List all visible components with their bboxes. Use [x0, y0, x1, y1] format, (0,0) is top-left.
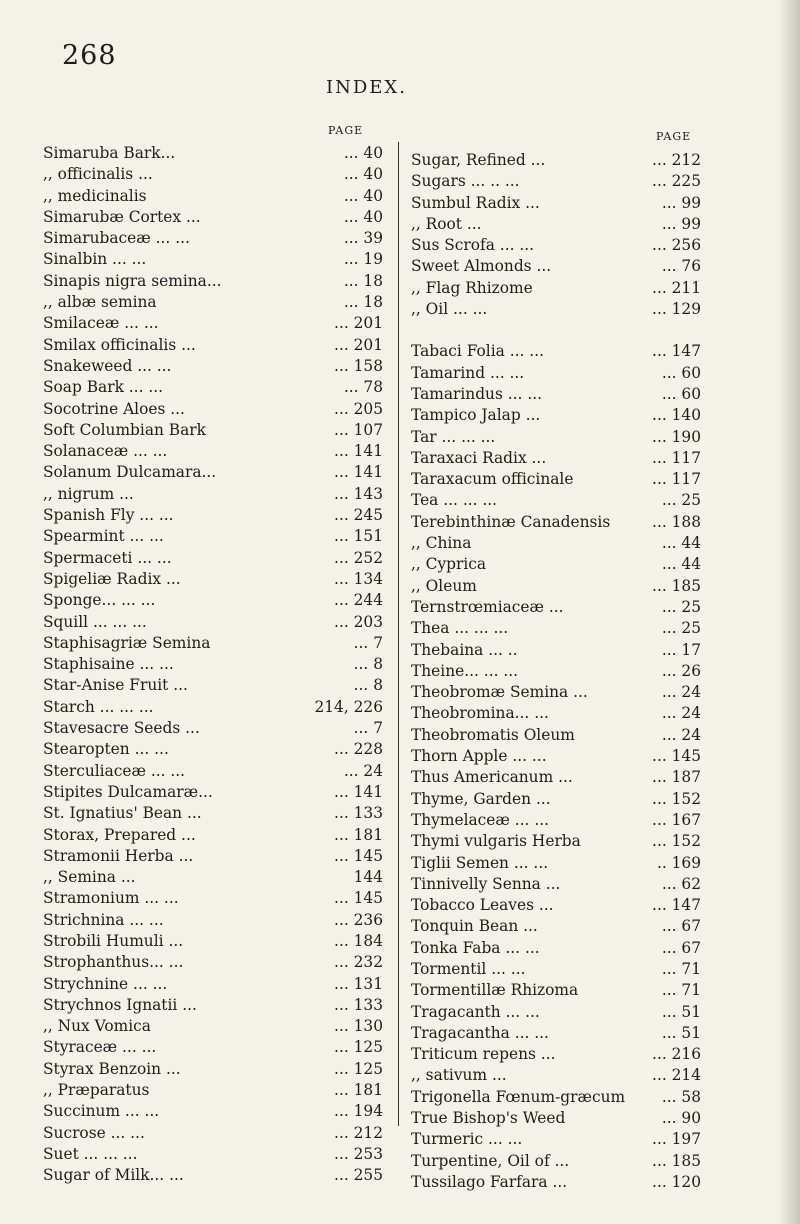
index-entry — [411, 789, 701, 810]
index-entry — [411, 427, 701, 448]
index-entry — [43, 249, 383, 270]
index-page-ref: ... 158 — [334, 356, 383, 375]
index-term: Sus Scrofa ... ... — [411, 236, 535, 255]
index-page-ref: ... 152 — [652, 832, 701, 851]
index-page-ref: ... 252 — [334, 548, 383, 567]
index-page-ref: ... 255 — [334, 1166, 383, 1185]
index-page-ref: ... 143 — [334, 484, 383, 503]
index-entry — [411, 980, 701, 1001]
index-entry — [411, 597, 701, 618]
index-entry — [411, 171, 701, 192]
index-entry — [411, 1002, 701, 1023]
index-page-ref: ... 44 — [661, 555, 701, 574]
index-page-ref: ... 212 — [334, 1123, 383, 1142]
index-entry — [43, 1059, 383, 1080]
index-entry — [43, 867, 383, 888]
index-term: ,, Nux Vomica — [43, 1017, 151, 1036]
index-page-ref: ... 40 — [343, 207, 383, 226]
index-term: ,, Oleum — [411, 576, 477, 595]
index-term: Sumbul Radix ... — [411, 193, 540, 212]
index-term: Soap Bark ... ... — [43, 378, 164, 397]
index-page-ref: ... 141 — [334, 442, 383, 461]
index-page-ref: ... 244 — [334, 591, 383, 610]
index-page-ref: ... 203 — [334, 612, 383, 631]
index-entry — [43, 335, 383, 356]
index-entry — [43, 739, 383, 760]
index-page-ref: ... 107 — [334, 420, 383, 439]
index-page-ref: ... 188 — [652, 512, 701, 531]
index-term: ,, nigrum ... — [43, 484, 134, 503]
index-term: Soft Columbian Bark — [43, 420, 206, 439]
index-entry — [411, 895, 701, 916]
left-index-column — [43, 143, 383, 1187]
page-edge-shadow — [778, 0, 800, 1224]
index-page-ref: ... 131 — [334, 974, 383, 993]
index-page-ref: ... 40 — [343, 165, 383, 184]
index-page-ref: ... 134 — [334, 569, 383, 588]
index-term: Simaruba Bark... — [43, 144, 176, 162]
index-entry — [411, 1151, 701, 1172]
index-entry — [43, 888, 383, 909]
index-page-ref: ... 225 — [652, 172, 701, 191]
index-page-ref: ... 141 — [334, 782, 383, 801]
index-entry — [411, 853, 701, 874]
index-term: ,, Semina ... — [43, 868, 136, 887]
index-term: ,, Præparatus — [43, 1081, 150, 1100]
index-term: Tussilago Farfara ... — [411, 1172, 568, 1191]
index-entry — [43, 974, 383, 995]
index-page-ref: ... 90 — [661, 1109, 701, 1128]
index-page-ref: ... 201 — [334, 314, 383, 333]
index-term: Socotrine Aloes ... — [43, 399, 185, 418]
index-entry — [43, 526, 383, 547]
index-page-ref: ... 26 — [661, 661, 701, 680]
index-term: Turpentine, Oil of ... — [411, 1151, 570, 1170]
index-term: Smilaceæ ... ... — [43, 314, 159, 333]
index-page-ref: ... 25 — [661, 491, 701, 510]
index-page-ref: ... 140 — [652, 406, 701, 425]
index-entry — [411, 1108, 701, 1129]
index-term: Styrax Benzoin ... — [43, 1059, 181, 1078]
index-term: Smilax officinalis ... — [43, 335, 196, 354]
index-term: Solanaceæ ... ... — [43, 442, 168, 461]
index-term: Tobacco Leaves ... — [411, 896, 554, 915]
index-entry — [411, 703, 701, 724]
index-term: Tamarindus ... ... — [411, 384, 543, 403]
index-term: Sugar of Milk... ... — [43, 1166, 184, 1185]
index-entry — [43, 931, 383, 952]
index-term: Sterculiaceæ ... ... — [43, 761, 186, 780]
index-term: Strychnine ... ... — [43, 974, 168, 993]
index-term: Staphisagriæ Semina — [43, 633, 211, 652]
index-term: ,, sativum ... — [411, 1066, 507, 1085]
index-term: ,, Flag Rhizome — [411, 278, 533, 297]
index-term: Trigonella Fœnum-græcum — [411, 1087, 626, 1106]
index-entry — [43, 462, 383, 483]
index-page-ref: ... 117 — [652, 448, 701, 467]
index-entry — [411, 341, 701, 362]
index-page-ref: ... 147 — [652, 896, 701, 915]
index-entry — [411, 533, 701, 554]
index-term: Theobromina... ... — [411, 704, 549, 723]
index-term: ,, China — [411, 534, 472, 553]
index-term: Thyme, Garden ... — [411, 789, 551, 808]
index-page-ref: 144 — [353, 868, 383, 887]
index-entry — [43, 633, 383, 654]
index-term: ,, Oil ... ... — [411, 300, 488, 319]
index-term: Star-Anise Fruit ... — [43, 676, 188, 695]
index-term: Taraxaci Radix ... — [411, 448, 547, 467]
index-entry — [411, 576, 701, 597]
index-page-ref: ... 256 — [652, 236, 701, 255]
index-entry — [411, 916, 701, 937]
index-term: Sweet Almonds ... — [411, 257, 552, 276]
index-term: ,, albæ semina — [43, 293, 157, 312]
index-entry — [43, 612, 383, 633]
index-term: Tormentillæ Rhizoma — [411, 981, 579, 1000]
index-page-ref: ... 7 — [353, 719, 383, 738]
index-entry — [43, 441, 383, 462]
index-page-ref: ... 58 — [661, 1087, 701, 1106]
index-page-ref: ... 185 — [652, 576, 701, 595]
index-term: Ternstrœmiaceæ ... — [411, 597, 564, 616]
index-term: Spearmint ... ... — [43, 527, 164, 546]
index-entry — [43, 590, 383, 611]
index-entry — [43, 1123, 383, 1144]
index-page-ref: ... 197 — [652, 1130, 701, 1149]
index-term: Tonquin Bean ... — [411, 917, 538, 936]
index-entry — [43, 1144, 383, 1165]
index-entry — [411, 661, 701, 682]
column-divider — [398, 142, 399, 1126]
index-page-ref: ... 125 — [334, 1059, 383, 1078]
index-page-ref: ... 7 — [353, 633, 383, 652]
index-page-ref: ... 228 — [334, 740, 383, 759]
index-term: Stearopten ... ... — [43, 740, 169, 759]
index-term: Theobromatis Oleum — [411, 725, 575, 744]
index-term: Taraxacum officinale — [411, 470, 574, 489]
index-page-ref: ... 71 — [661, 981, 701, 1000]
index-page-ref: ... 141 — [334, 463, 383, 482]
index-term: Turmeric ... ... — [411, 1130, 523, 1149]
index-page-ref: ... 120 — [652, 1172, 701, 1191]
index-page-ref: ... 145 — [334, 846, 383, 865]
index-entry — [43, 1016, 383, 1037]
index-page-ref: ... 194 — [334, 1102, 383, 1121]
left-column-header: PAGE — [328, 124, 364, 137]
index-entry — [43, 228, 383, 249]
index-page-ref: ... 181 — [334, 825, 383, 844]
index-entry — [43, 803, 383, 824]
index-entry — [411, 235, 701, 256]
index-entry — [43, 164, 383, 185]
index-entry — [411, 831, 701, 852]
index-term: ,, Cyprica — [411, 555, 487, 574]
index-entry — [43, 846, 383, 867]
index-page-ref: ... 212 — [652, 151, 701, 169]
index-term: Spanish Fly ... ... — [43, 506, 174, 525]
index-page-ref: ... 129 — [652, 300, 701, 319]
index-page-ref: ... 60 — [661, 384, 701, 403]
index-term: Tinnivelly Senna ... — [411, 874, 561, 893]
index-term: Theine... ... ... — [411, 661, 519, 680]
index-entry — [411, 1044, 701, 1065]
index-term: Stavesacre Seeds ... — [43, 719, 200, 738]
index-page-ref: ... 71 — [661, 959, 701, 978]
index-term: Spermaceti ... ... — [43, 548, 172, 567]
index-entry — [43, 1037, 383, 1058]
index-entry — [411, 618, 701, 639]
index-term: Sugars ... .. ... — [411, 172, 520, 191]
index-term: Stramonii Herba ... — [43, 846, 194, 865]
index-entry — [411, 874, 701, 895]
index-page-ref: ... 25 — [661, 597, 701, 616]
index-entry — [43, 1165, 383, 1186]
index-term: Sugar, Refined ... — [411, 151, 546, 169]
index-page-ref: ... 133 — [334, 995, 383, 1014]
index-entry — [411, 363, 701, 384]
index-term: ,, Root ... — [411, 214, 482, 233]
index-entry — [411, 214, 701, 235]
index-entry — [411, 193, 701, 214]
index-term: Thorn Apple ... ... — [411, 747, 547, 766]
index-term: Tabaci Folia ... ... — [411, 342, 544, 361]
index-page-ref: ... 145 — [334, 889, 383, 908]
index-page-ref: ... 24 — [661, 704, 701, 723]
index-page-ref: ... 18 — [343, 293, 383, 312]
index-term: Squill ... ... ... — [43, 612, 147, 631]
index-page-ref: ... 76 — [661, 257, 701, 276]
index-term: Tiglii Semen ... ... — [411, 853, 549, 872]
index-term: Tragacanth ... ... — [411, 1002, 540, 1021]
index-page-ref: ... 201 — [334, 335, 383, 354]
index-term: Strophanthus... ... — [43, 953, 184, 972]
index-term: Thebaina ... .. — [411, 640, 518, 659]
index-entry — [411, 1065, 701, 1086]
index-page-ref: ... 78 — [343, 378, 383, 397]
index-entry — [43, 548, 383, 569]
index-term: Sinalbin ... ... — [43, 250, 147, 269]
index-entry — [43, 484, 383, 505]
index-entry — [43, 143, 383, 164]
index-entry — [43, 782, 383, 803]
index-page-ref: ... 8 — [353, 655, 383, 674]
index-entry — [411, 746, 701, 767]
index-page-ref: ... 67 — [661, 917, 701, 936]
index-term: Starch ... ... ... — [43, 697, 154, 716]
index-term: Solanum Dulcamara... — [43, 463, 217, 482]
index-term: Sinapis nigra semina... — [43, 271, 222, 290]
index-entry — [411, 490, 701, 511]
index-term: Snakeweed ... ... — [43, 356, 172, 375]
index-term: Tea ... ... ... — [411, 491, 498, 510]
index-term: Tormentil ... ... — [411, 959, 526, 978]
right-column-header: PAGE — [656, 130, 692, 143]
index-entry — [411, 278, 701, 299]
index-term: True Bishop's Weed — [411, 1109, 566, 1128]
index-entry — [43, 825, 383, 846]
index-entry — [411, 469, 701, 490]
index-page-ref: ... 51 — [661, 1002, 701, 1021]
index-page-ref: ... 8 — [353, 676, 383, 695]
index-page-ref: ... 216 — [652, 1045, 701, 1064]
index-page-ref: ... 147 — [652, 342, 701, 361]
index-term: Simarubæ Cortex ... — [43, 207, 201, 226]
index-entry — [43, 718, 383, 739]
index-page-ref: ... 145 — [652, 747, 701, 766]
index-term: Staphisaine ... ... — [43, 655, 174, 674]
index-term: Triticum repens ... — [411, 1045, 556, 1064]
index-term: Tampico Jalap ... — [411, 406, 541, 425]
index-page-ref: ... 187 — [652, 768, 701, 787]
index-page-ref: ... 44 — [661, 534, 701, 553]
index-page-ref: ... 152 — [652, 789, 701, 808]
index-entry — [43, 1080, 383, 1101]
index-entry — [43, 313, 383, 334]
index-term: Strobili Humuli ... — [43, 931, 184, 950]
index-page-ref: ... 181 — [334, 1081, 383, 1100]
index-page-ref: ... 99 — [661, 193, 701, 212]
index-page-ref: ... 185 — [652, 1151, 701, 1170]
index-term: Tonka Faba ... ... — [411, 938, 540, 957]
index-entry — [43, 377, 383, 398]
index-entry — [43, 399, 383, 420]
index-term: Theobromæ Semina ... — [411, 683, 588, 702]
index-entry — [43, 292, 383, 313]
index-page-ref: ... 151 — [334, 527, 383, 546]
index-page-ref: ... 18 — [343, 271, 383, 290]
index-page-ref: ... 125 — [334, 1038, 383, 1057]
index-entry — [411, 767, 701, 788]
index-page-ref: ... 130 — [334, 1017, 383, 1036]
index-page-ref: ... 60 — [661, 363, 701, 382]
index-entry — [411, 554, 701, 575]
index-page-ref: ... 62 — [661, 874, 701, 893]
index-entry — [411, 1087, 701, 1108]
index-page-ref: ... 211 — [652, 278, 701, 297]
index-entry — [411, 725, 701, 746]
index-term: Terebinthinæ Canadensis — [411, 512, 611, 531]
index-entry — [411, 1129, 701, 1150]
page-number: 268 — [62, 40, 117, 71]
index-term: Storax, Prepared ... — [43, 825, 196, 844]
index-entry — [43, 505, 383, 526]
index-entry — [411, 512, 701, 533]
index-entry — [411, 1023, 701, 1044]
index-entry — [411, 959, 701, 980]
index-term: Thymelaceæ ... ... — [411, 810, 550, 829]
index-term: Stramonium ... ... — [43, 889, 179, 908]
index-entry — [43, 420, 383, 441]
index-term: Thea ... ... ... — [411, 619, 509, 638]
index-term: Sucrose ... ... — [43, 1123, 145, 1142]
index-term: Tamarind ... ... — [411, 363, 525, 382]
index-term: St. Ignatius' Bean ... — [43, 804, 202, 823]
index-page-ref: ... 236 — [334, 910, 383, 929]
index-page-ref: .. 169 — [656, 853, 701, 872]
index-entry — [43, 697, 383, 718]
index-page-ref: ... 19 — [343, 250, 383, 269]
index-page-ref: ... 39 — [343, 229, 383, 248]
index-page-ref: ... 184 — [334, 931, 383, 950]
index-page-ref: ... 232 — [334, 953, 383, 972]
index-page-ref: ... 24 — [661, 683, 701, 702]
index-term: Sponge... ... ... — [43, 591, 156, 610]
index-term: Tar ... ... ... — [411, 427, 496, 446]
index-entry — [411, 810, 701, 831]
index-entry — [411, 682, 701, 703]
index-entry — [411, 640, 701, 661]
index-page-ref: ... 205 — [334, 399, 383, 418]
index-term: Spigeliæ Radix ... — [43, 569, 181, 588]
index-page-ref: ... 99 — [661, 214, 701, 233]
index-entry — [43, 654, 383, 675]
index-page-ref: ... 25 — [661, 619, 701, 638]
index-entry — [43, 675, 383, 696]
index-page-ref: ... 51 — [661, 1023, 701, 1042]
index-entry — [43, 1101, 383, 1122]
index-page-ref: ... 17 — [661, 640, 701, 659]
index-term: Suet ... ... ... — [43, 1144, 138, 1163]
index-page-ref: ... 24 — [661, 725, 701, 744]
index-term: Tragacantha ... ... — [411, 1023, 549, 1042]
index-term: Styraceæ ... ... — [43, 1038, 157, 1057]
index-entry — [43, 207, 383, 228]
index-page-ref: ... 133 — [334, 804, 383, 823]
index-entry — [43, 952, 383, 973]
index-entry — [43, 910, 383, 931]
index-page-ref: ... 245 — [334, 506, 383, 525]
right-index-column — [411, 150, 701, 1193]
index-entry — [411, 256, 701, 277]
index-page-ref: ... 67 — [661, 938, 701, 957]
index-entry — [411, 448, 701, 469]
index-term: Stipites Dulcamaræ... — [43, 782, 213, 801]
index-term: Strychnos Ignatii ... — [43, 995, 197, 1014]
index-entry — [43, 995, 383, 1016]
index-entry — [43, 356, 383, 377]
index-entry — [43, 186, 383, 207]
index-page-ref: ... 117 — [652, 470, 701, 489]
index-term: Thus Americanum ... — [411, 768, 573, 787]
index-page-ref: ... 24 — [343, 761, 383, 780]
index-page-ref: ... 190 — [652, 427, 701, 446]
index-entry — [411, 384, 701, 405]
index-page-ref: ... 40 — [343, 186, 383, 205]
index-term: Simarubaceæ ... ... — [43, 229, 190, 248]
index-entry — [411, 405, 701, 426]
index-term: Succinum ... ... — [43, 1102, 160, 1121]
index-entry — [43, 569, 383, 590]
index-entry — [411, 299, 701, 320]
index-entry — [411, 1172, 701, 1193]
index-page-ref: ... 167 — [652, 810, 701, 829]
index-term: ,, medicinalis — [43, 186, 147, 205]
running-head: INDEX. — [326, 77, 407, 98]
index-entry — [411, 938, 701, 959]
index-page-ref: ... 40 — [343, 144, 383, 162]
index-page-ref: ... 253 — [334, 1144, 383, 1163]
index-entry — [411, 150, 701, 171]
index-entry — [43, 271, 383, 292]
index-term: Thymi vulgaris Herba — [411, 832, 581, 851]
index-page-ref: 214, 226 — [314, 697, 383, 716]
index-entry — [43, 761, 383, 782]
index-term: Strichnina ... ... — [43, 910, 164, 929]
index-term: ,, officinalis ... — [43, 165, 153, 184]
index-page-ref: ... 214 — [652, 1066, 701, 1085]
